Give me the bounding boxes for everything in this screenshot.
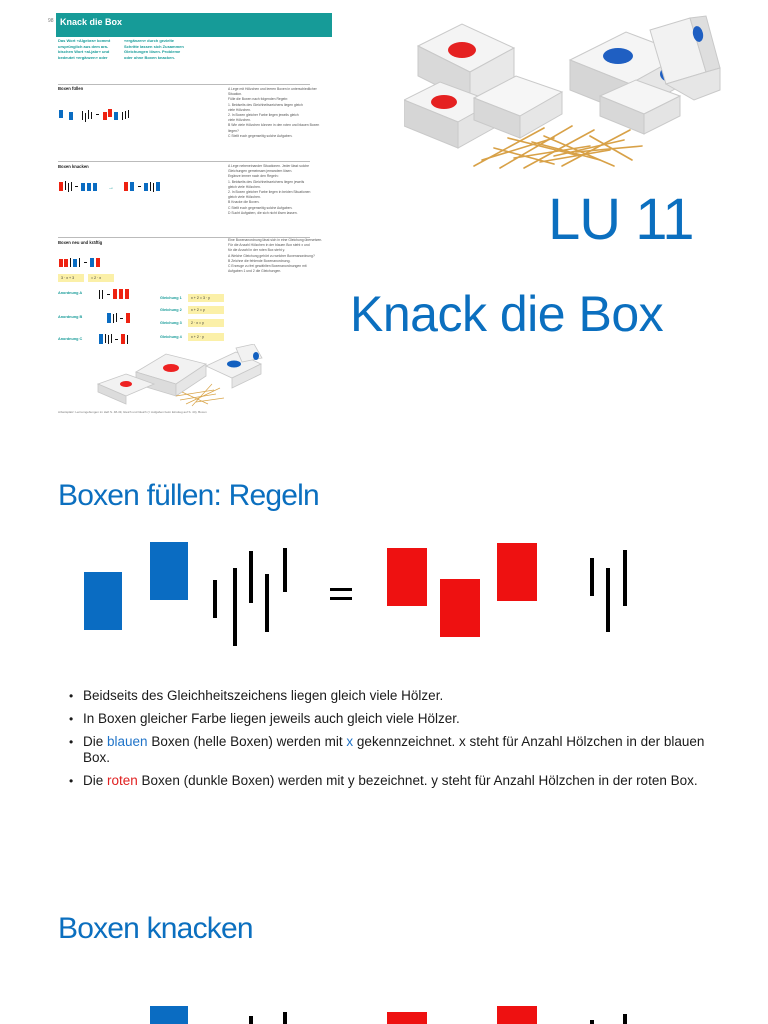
section-heading-crack-boxes: Boxen knacken [58,912,253,945]
step-line: A Lege mit Hölzchen und leeren Boxen in unterschiedlicher [228,87,317,91]
rule-text: In Boxen gleicher Farbe liegen jeweils auch gleich viele Hölzer. [83,711,460,726]
unit-label: LU 11 [548,187,694,252]
rule-item [68,773,728,789]
thumbnail-fill-diagram [58,106,148,124]
step-line: Situation. [228,92,243,97]
step-line: 1. Beidseits des Gleichheitszeichens liegen gleich [228,102,303,107]
thumbnail-section-crack: Boxen knacken [58,164,89,169]
thumbnail-title: Knack die Box [60,17,123,27]
thumbnail-fill-steps [228,87,332,139]
step-line: 2. In Boxen gleicher Farbe liegen in beiden Situationen [228,190,311,195]
step-line: C Erzeuge zu frei gewählten Boxenanordnungen mit [228,264,307,269]
red-box [440,579,480,637]
thumbnail-equation-2: x + 2 = y [188,306,224,314]
step-line: viele Hölzchen. [228,107,251,112]
thumbnail-boxes-photo [96,344,266,410]
step-line: viele Hölzchen. [228,118,251,123]
step-line: Aufgaben 1 und 2 die Gleichungen. [228,269,282,274]
rule-text: Beidseits des Gleichheitszeichens liegen gleich viele Hölzer. [83,688,444,703]
step-line: Fülle die Boxen nach folgenden Regeln: [228,97,289,102]
thumbnail-formula-a: 3 · x + 3 [58,274,84,282]
thumbnail-crack-diagram [58,178,178,196]
thumbnail-equation-3-label: Gleichung 3 [160,321,182,325]
equals-sign-bottom-bar [330,597,352,600]
matchstick [283,1012,287,1024]
step-line: D Sucht Aufgaben, die sich nicht lösen lassen. [228,210,298,215]
intro-line: bischen Wort «al-jabr» und [58,49,110,54]
blue-box [150,542,188,600]
step-line: Ergänze immer nach den Regeln: [228,174,279,179]
rule-highlight-x: x [346,734,354,749]
thumbnail-divider [58,161,310,162]
rule-text: Boxen (helle Boxen) werden mit [147,734,347,749]
rule-text: Boxen (dunkle Boxen) werden mit y bezeichnet. y steht für Anzahl Hölzchen in der roten Box. [137,773,698,788]
equals-sign-top-bar [330,588,352,591]
section-heading-fill-rules: Boxen füllen: Regeln [58,479,319,512]
matchstick [623,550,627,606]
thumbnail-intro-right [124,38,186,60]
thumbnail-arrangement-a-diagram [98,287,138,301]
red-box [497,1006,537,1024]
rule-item [68,734,728,766]
thumbnail-formula-b: = 2 · x [88,274,114,282]
rule-text: Die [83,773,108,788]
step-line: A Welche Gleichung gehört zu welcher Boxenanordnung? [228,253,315,258]
thumbnail-equation-4-label: Gleichung 4 [160,335,182,339]
matchbox-photo [404,10,746,170]
red-box [497,543,537,601]
thumbnail-divider [58,84,310,85]
rules-list [68,688,728,796]
intro-line: Das Wort «Algebra» kommt [58,38,111,43]
red-box [387,548,427,606]
blue-box [84,572,122,630]
thumbnail-intro-left [58,38,120,60]
step-line: 1. Beidseits des Gleichheitszeichens liegen jeweils [228,179,305,184]
matchstick [283,548,287,592]
step-line: Für die Anzahl Hölzchen in der blauen Box steht x und [228,243,310,248]
step-line: gleich viele Hölzchen. [228,184,261,189]
intro-line: oder ohne Boxen knacken. [124,54,175,60]
step-line: B Knacke die Boxen. [228,200,260,205]
intro-line: «ergänzen» durch gezielte [124,38,175,43]
rule-item [68,711,728,727]
step-line: B Zeichne die fehlende Boxenanordnung. [228,258,291,263]
matchstick [233,568,237,646]
thumbnail-crack-steps [228,164,332,216]
rule-highlight-red: roten [107,773,138,788]
step-line: Gleichungen gemeinsam jemandem lösen. [228,169,293,174]
thumbnail-equation-4: x + 2 · y [188,333,224,341]
matchstick [623,1014,627,1024]
step-line: A Lege nebeneinander Situationen. Jeder lässt solche [228,164,310,168]
thumbnail-equation-1-label: Gleichung 1 [160,296,182,300]
matchstick [590,1020,594,1024]
matchstick [606,568,610,632]
thumbnail-arrangement-a: Anordnung A [58,291,83,295]
svg-text:→: → [108,185,114,191]
rule-highlight-blue: blauen [107,734,148,749]
intro-line: ursprünglich aus dem ara- [58,43,109,49]
intro-line: bedeutet «ergänzen» oder [58,54,108,60]
step-line: 2. In Boxen gleicher Farbe liegen jeweils gleich [228,113,299,118]
intro-line: Gleichungen lösen. Probleme [124,49,181,54]
thumbnail-equation-1: x + 2 = 3 · y [188,294,224,302]
matchstick [590,558,594,596]
thumbnail-arrangement-b-diagram [98,311,138,325]
thumbnail-arrangement-b: Anordnung B [58,315,83,319]
thumbnail-section-fill: Boxen füllen [58,86,84,91]
matchstick [213,580,217,618]
blue-box [150,1006,188,1024]
step-line: B Wie viele Hölzchen können in den roten und blauen Boxen [228,123,320,128]
step-line: C Stellt euch gegenseitig solche Aufgaben. [228,205,293,210]
thumbnail-equation-2-label: Gleichung 2 [160,308,182,312]
matchstick [249,551,253,603]
thumbnail-new-diagram [58,254,118,270]
step-line: für die Anzahl in der roten Box steht y. [228,248,286,253]
thumbnail-section-new: Boxen neu und kräftig [58,240,103,245]
rule-text: Die [83,734,108,749]
step-line: C Stellt euch gegenseitig solche Aufgaben. [228,133,293,138]
rule-item [68,688,728,704]
intro-line: Schritte lassen sich Zusammen [124,43,184,49]
thumbnail-equation-3: 2 · x = y [188,319,224,327]
step-line: Eine Boxenanordnung lässt sich in eine Gleichung übersetzen. [228,238,323,242]
thumbnail-new-steps [228,238,332,274]
thumbnail-page-number: 98 [48,18,54,24]
textbook-page-thumbnail [48,8,332,416]
matchstick [265,574,269,632]
red-box [387,1012,427,1024]
step-line: liegen? [228,128,239,133]
thumbnail-arrangement-c: Anordnung C [58,337,83,341]
rule-text: gekennzeichnet. x steht für Anzahl Hölzchen in der blauen Box. [83,734,705,765]
page-title: Knack die Box [350,286,664,342]
step-line: gleich viele Hölzchen. [228,195,261,200]
matchstick [249,1016,253,1024]
thumbnail-footer: Arbeitsplatz: Lernumgebungen im Heft S. 48-49, Gleich und Gleich (= Aufgaben beim Einstieg auf S. 44), Boxen [58,410,207,414]
